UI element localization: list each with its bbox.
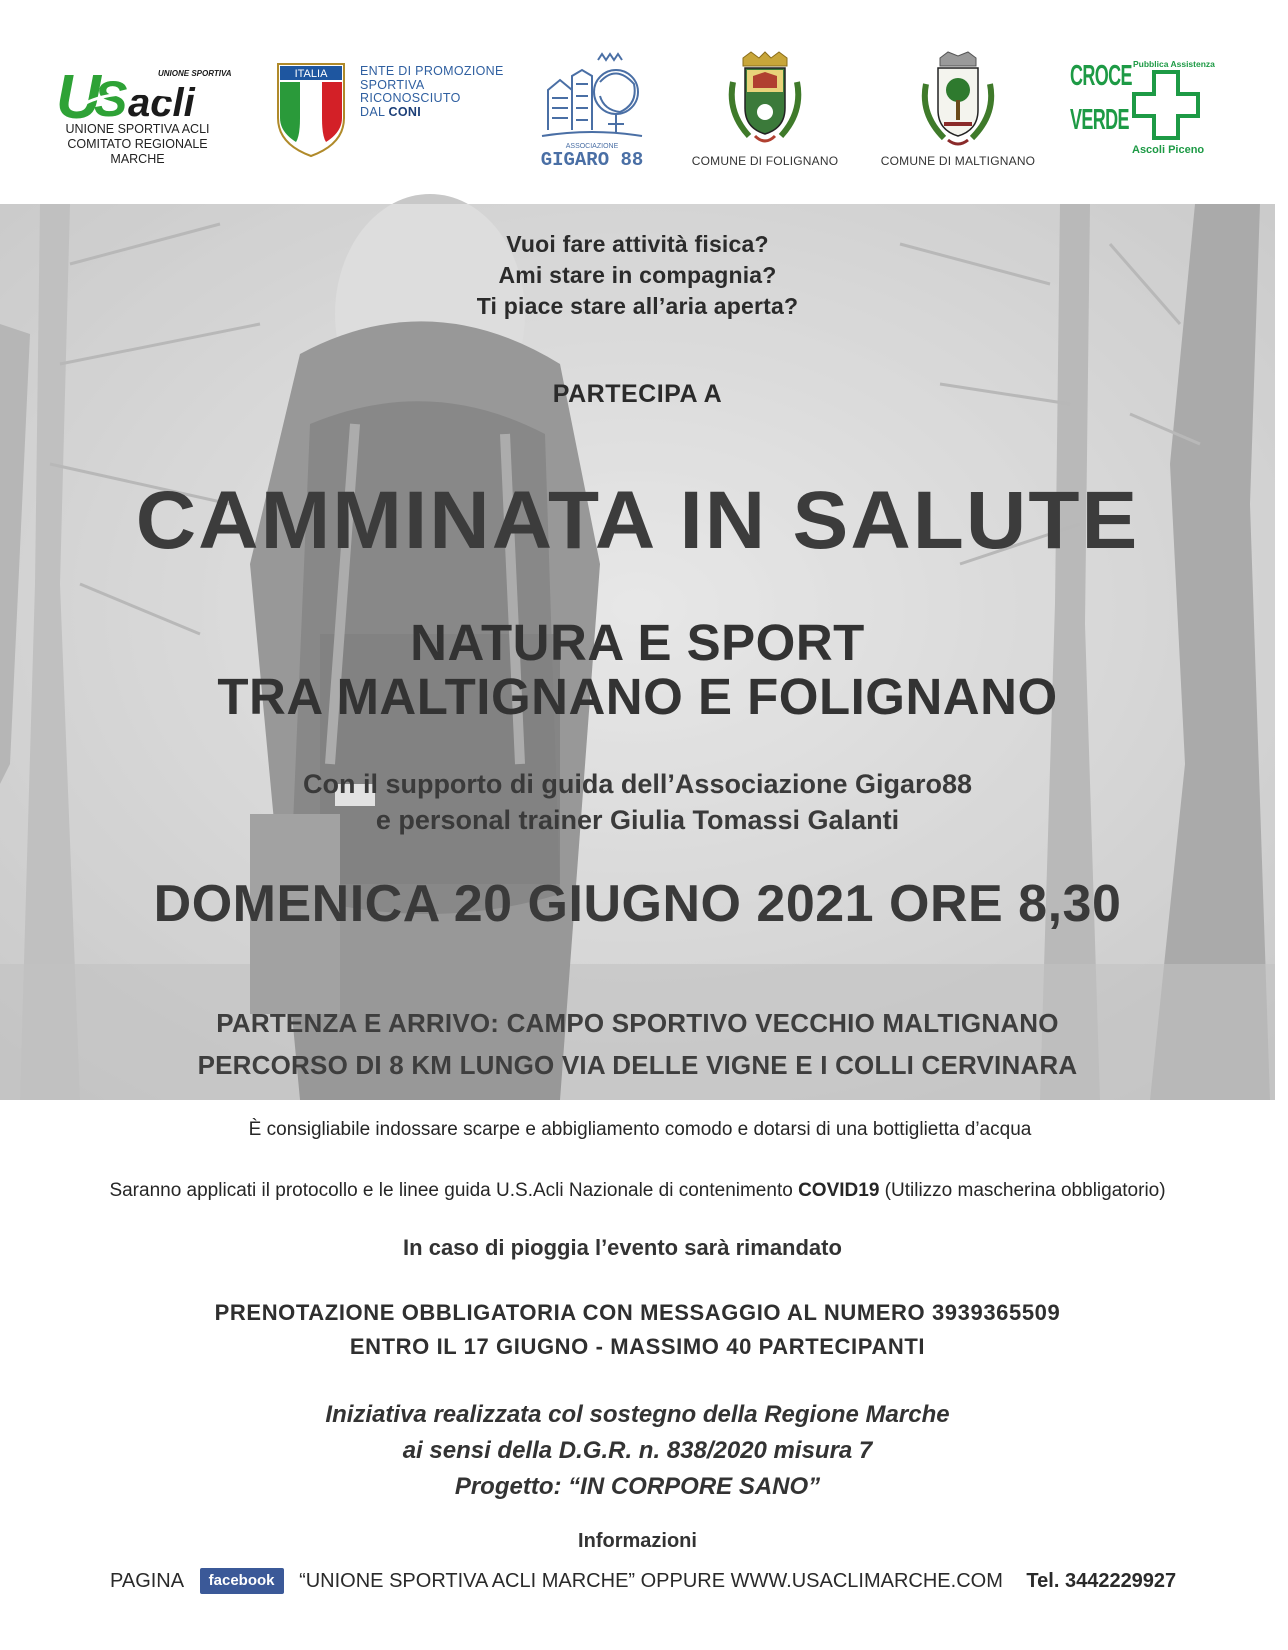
booking-line-2: ENTRO IL 17 GIUGNO - MASSIMO 40 PARTECIPANTI xyxy=(349,1334,926,1359)
hero-photo-band xyxy=(0,204,1275,1100)
comune-folignano-logo xyxy=(680,52,850,172)
comune-folignano-label: COMUNE DI FOLIGNANO xyxy=(691,154,839,168)
event-subtitle-2: TRA MALTIGNANO E FOLIGNANO xyxy=(217,668,1058,725)
info-heading: Informazioni xyxy=(578,1530,697,1552)
partecipa-heading: PARTECIPA A xyxy=(552,380,723,408)
verde-word: VERDE xyxy=(1070,104,1129,136)
question-2: Ami stare in compagnia? xyxy=(498,262,777,288)
funding-line-2: ai sensi della D.G.R. n. 838/2020 misura 7 xyxy=(402,1437,873,1464)
advice-note: È consigliabile indossare scarpe e abbigliamento comodo e dotarsi di una bottiglietta d’acqua xyxy=(248,1119,1032,1140)
green-cross-icon xyxy=(1132,70,1200,140)
croce-verde-logo xyxy=(1070,58,1220,163)
rain-note: In caso di pioggia l’evento sarà rimandato xyxy=(403,1235,842,1260)
footer-contact xyxy=(110,1568,1176,1598)
croce-word: CROCE xyxy=(1070,60,1132,92)
question-1: Vuoi fare attività fisica? xyxy=(506,231,769,257)
svg-text:ASSOCIAZIONE: ASSOCIAZIONE xyxy=(565,143,619,150)
usacli-caption: UNIONE SPORTIVA ACLI COMITATO REGIONALE MARCHE xyxy=(65,122,210,166)
svg-text:S: S xyxy=(94,71,128,127)
svg-text:ITALIA: ITALIA xyxy=(294,68,328,80)
coni-logo xyxy=(276,62,516,162)
question-3: Ti piace stare all’aria aperta? xyxy=(476,293,799,319)
italia-shield-icon xyxy=(276,62,346,158)
event-title: CAMMINATA IN SALUTE xyxy=(135,475,1140,566)
svg-text:U: U xyxy=(56,63,101,132)
logo-strip xyxy=(0,0,1275,200)
maltignano-crest-icon xyxy=(918,50,998,150)
facebook-badge[interactable]: facebook xyxy=(200,1568,284,1594)
svg-text:acli: acli xyxy=(128,81,195,125)
gigaro88-logo xyxy=(538,52,646,170)
event-subtitle-1: NATURA E SPORT xyxy=(410,614,865,671)
comune-maltignano-label: COMUNE DI MALTIGNANO xyxy=(880,154,1036,168)
pubblica-assistenza-label: Pubblica Assistenza xyxy=(1133,59,1215,69)
covid-note: Saranno applicati il protocollo e le linee guida U.S.Acli Nazionale di contenimento COVID19 (Utilizzo mascherina obbligatorio) xyxy=(109,1180,1166,1201)
ascoli-piceno-label: Ascoli Piceno xyxy=(1132,144,1205,156)
svg-text:UNIONE SPORTIVA: UNIONE SPORTIVA xyxy=(158,69,232,78)
support-line-2: e personal trainer Giulia Tomassi Galanti xyxy=(375,805,900,835)
event-date: DOMENICA 20 GIUGNO 2021 ORE 8,30 xyxy=(153,875,1122,933)
coni-text: ENTE DI PROMOZIONE SPORTIVA RICONOSCIUTO DAL CONI xyxy=(360,64,504,119)
funding-line-1: Iniziativa realizzata col sostegno della Regione Marche xyxy=(325,1401,950,1428)
pagina-label: PAGINA xyxy=(110,1569,185,1592)
start-finish-line: PARTENZA E ARRIVO: CAMPO SPORTIVO VECCHIO MALTIGNANO xyxy=(216,1008,1059,1038)
page-name-text: “UNIONE SPORTIVA ACLI MARCHE” OPPURE WWW.USACLIMARCHE.COM xyxy=(299,1569,1003,1592)
support-line-1: Con il supporto di guida dell’Associazione Gigaro88 xyxy=(302,769,973,799)
usacli-logo xyxy=(50,60,232,175)
comune-maltignano-logo xyxy=(873,50,1043,170)
folignano-crest-icon xyxy=(725,52,805,148)
booking-line-1: PRENOTAZIONE OBBLIGATORIA CON MESSAGGIO AL NUMERO 3939365509 xyxy=(214,1300,1061,1325)
telephone-number: Tel. 3442229927 xyxy=(1026,1569,1177,1592)
route-line: PERCORSO DI 8 KM LUNGO VIA DELLE VIGNE E I COLLI CERVINARA xyxy=(197,1050,1078,1080)
usacli-brand-mark xyxy=(54,63,232,132)
svg-text:GIGARO 88: GIGARO 88 xyxy=(540,149,644,171)
project-line: Progetto: “IN CORPORE SANO” xyxy=(454,1473,821,1500)
gigaro88-emblem-icon xyxy=(538,52,646,170)
